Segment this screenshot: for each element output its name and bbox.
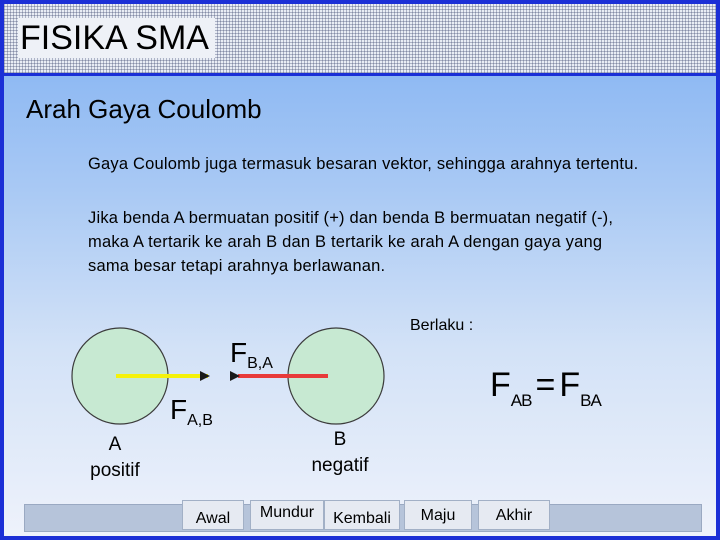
equation-right-symbol: F	[559, 366, 581, 404]
charge-b-label	[300, 427, 380, 479]
charge-b-name: B	[333, 429, 347, 450]
maju-button[interactable]: Maju	[404, 500, 472, 530]
charge-a-label	[80, 432, 150, 484]
akhir-button[interactable]: Akhir	[478, 500, 550, 530]
charge-b-type: negatif	[311, 455, 369, 476]
charge-a-type: positif	[90, 460, 140, 481]
equation	[490, 366, 601, 411]
page-title: Arah Gaya Coulomb	[26, 94, 262, 124]
force-ab-subscript: A,B	[187, 412, 213, 429]
kembali-button[interactable]: Kembali	[324, 500, 400, 530]
force-ba-label	[230, 337, 273, 373]
paragraph-2: Jika benda A bermuatan positif (+) dan benda B bermuatan negatif (-), maka A tertarik ke arah B dan B tertarik ke arah A dengan gaya yang sama besar tetapi arahnya berlawanan.	[88, 209, 614, 275]
berlaku-label: Berlaku :	[410, 317, 474, 334]
slide-header-title: FISIKA SMA	[18, 18, 215, 58]
force-ab-label	[170, 394, 213, 430]
equation-operator: =	[535, 366, 556, 404]
charge-a-name: A	[108, 434, 122, 455]
equation-right-sub: BA	[580, 391, 601, 410]
equation-left-sub: AB	[510, 391, 532, 410]
force-ab-symbol: F	[170, 394, 188, 425]
force-ba-subscript: B,A	[247, 355, 273, 372]
mundur-button[interactable]: Mundur	[250, 500, 324, 530]
awal-button[interactable]: Awal	[182, 500, 244, 530]
paragraph-1: Gaya Coulomb juga termasuk besaran vektor, sehingga arahnya tertentu.	[88, 155, 639, 173]
equation-left-symbol: F	[490, 366, 511, 404]
force-ba-symbol: F	[230, 337, 248, 368]
